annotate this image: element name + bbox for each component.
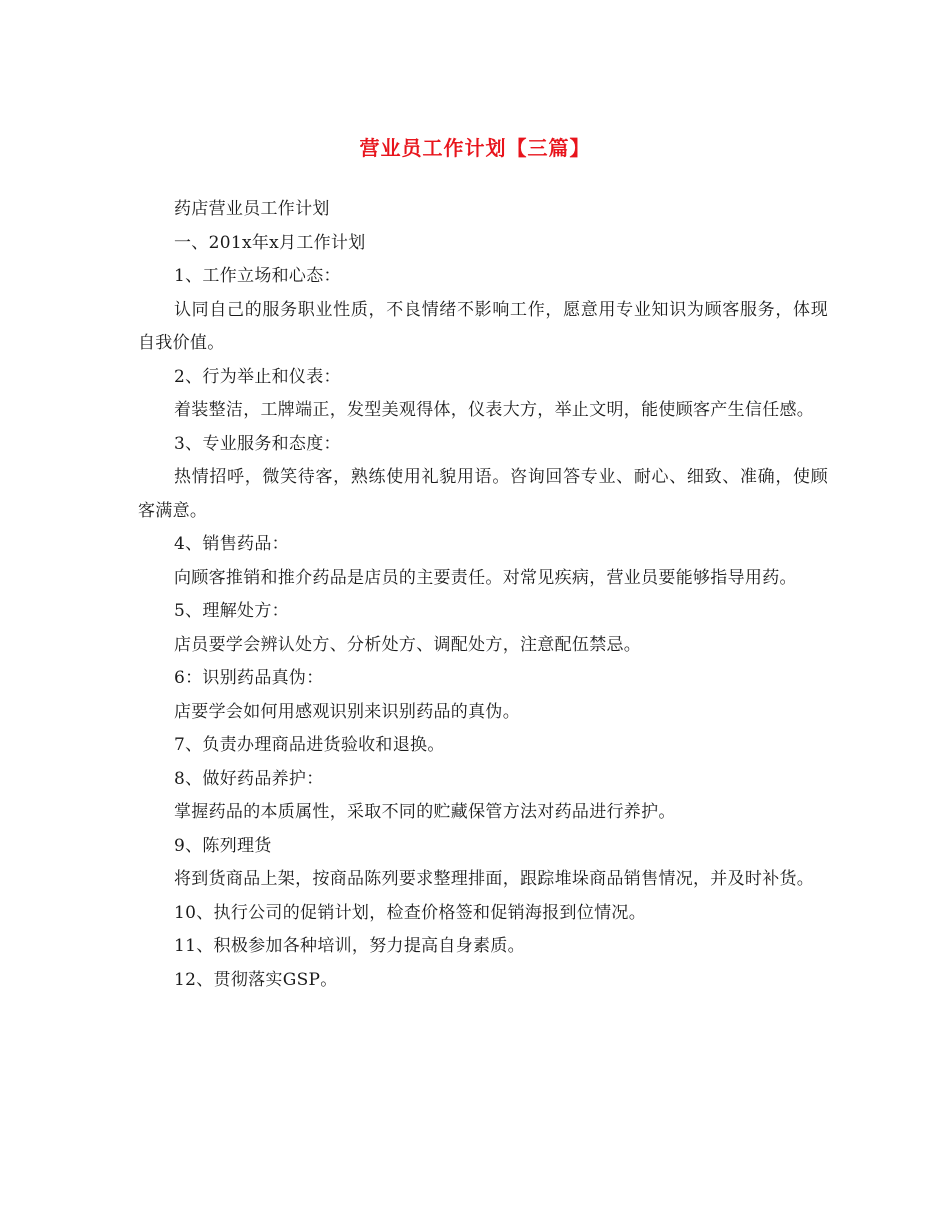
paragraph-item-2-heading: 2、行为举止和仪表：	[174, 366, 341, 387]
document-body	[138, 193, 828, 997]
paragraph-item-4-body: 向顾客推销和推介药品是店员的主要责任。对常见疾病，营业员要能够指导用药。	[174, 567, 797, 588]
paragraph-heading: 药店营业员工作计划	[174, 199, 330, 219]
paragraph-item-7: 7、负责办理商品进货验收和退换。	[174, 735, 445, 755]
paragraph-item-3-heading: 3、专业服务和态度：	[174, 433, 341, 454]
paragraph-item-3-body: 热情招呼，微笑待客，熟练使用礼貌用语。咨询回答专业、耐心、细致、准确，使顾客满意。	[138, 467, 828, 521]
paragraph-item-11: 11、积极参加各种培训，努力提高自身素质。	[174, 936, 525, 956]
paragraph-item-9-body: 将到货商品上架，按商品陈列要求整理排面，跟踪堆垛商品销售情况，并及时补货。	[174, 869, 815, 889]
paragraph-item-10: 10、执行公司的促销计划，检查价格签和促销海报到位情况。	[174, 902, 647, 923]
paragraph-item-6-heading: 6：识别药品真伪：	[174, 668, 324, 688]
paragraph-item-6-body: 店要学会如何用感观识别来识别药品的真伪。	[174, 701, 520, 722]
paragraph-item-5-body: 店员要学会辨认处方、分析处方、调配处方，注意配伍禁忌。	[174, 634, 642, 655]
paragraph-section-heading: 一、201x年x月工作计划	[174, 232, 366, 253]
paragraph-item-12: 12、贯彻落实GSP。	[174, 969, 338, 990]
paragraph-item-8-body: 掌握药品的本质属性，采取不同的贮藏保管方法对药品进行养护。	[174, 802, 676, 822]
paragraph-item-4-heading: 4、销售药品：	[174, 534, 289, 554]
paragraph-item-5-heading: 5、理解处方：	[174, 601, 289, 621]
paragraph-item-8-heading: 8、做好药品养护：	[174, 768, 324, 789]
document-title: 营业员工作计划【三篇】	[359, 136, 591, 161]
paragraph-item-1-body: 认同自己的服务职业性质，不良情绪不影响工作，愿意用专业知识为顾客服务，体现自我价值。	[138, 299, 828, 353]
paragraph-item-1-heading: 1、工作立场和心态：	[174, 266, 341, 286]
paragraph-item-2-body: 着装整洁，工牌端正，发型美观得体，仪表大方，举止文明，能使顾客产生信任感。	[174, 400, 815, 420]
paragraph-item-9-heading: 9、陈列理货	[174, 835, 272, 856]
